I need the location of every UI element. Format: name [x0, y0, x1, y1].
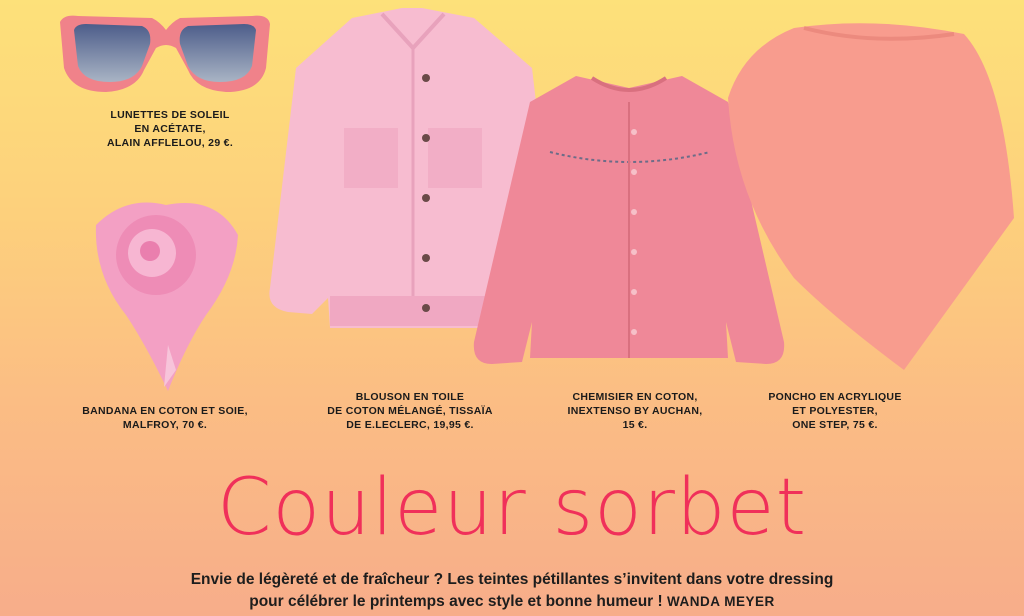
intro-text: [60, 569, 964, 613]
intro-line-1: Envie de légèreté et de fraîcheur ? Les teintes pétillantes s’invitent dans votre dressing: [190, 571, 834, 588]
sunglasses-caption: LUNETTES DE SOLEIL EN ACÉTATE, ALAIN AFFLELOU, 29 €.: [106, 109, 234, 149]
shirt-caption: CHEMISIER EN COTON, INEXTENSO BY AUCHAN, 15 €.: [567, 391, 703, 431]
poncho-caption: PONCHO EN ACRYLIQUE ET POLYESTER, ONE STEP, 75 €.: [768, 391, 902, 431]
intro-line-2: pour célébrer le printemps avec style et bonne humeur ! WANDA MEYER: [249, 593, 775, 610]
jacket-caption: BLOUSON EN TOILE DE COTON MÉLANGÉ, TISSAÏA DE E.LECLERC, 19,95 €.: [327, 391, 493, 431]
bandana-image: [86, 195, 246, 395]
poncho-image: [724, 18, 1024, 378]
page-title: Couleur sorbet: [216, 463, 808, 553]
author-name: WANDA MEYER: [667, 594, 775, 609]
sunglasses-image: [56, 8, 274, 98]
bandana-caption: BANDANA EN COTON ET SOIE, MALFROY, 70 €.: [82, 405, 248, 431]
